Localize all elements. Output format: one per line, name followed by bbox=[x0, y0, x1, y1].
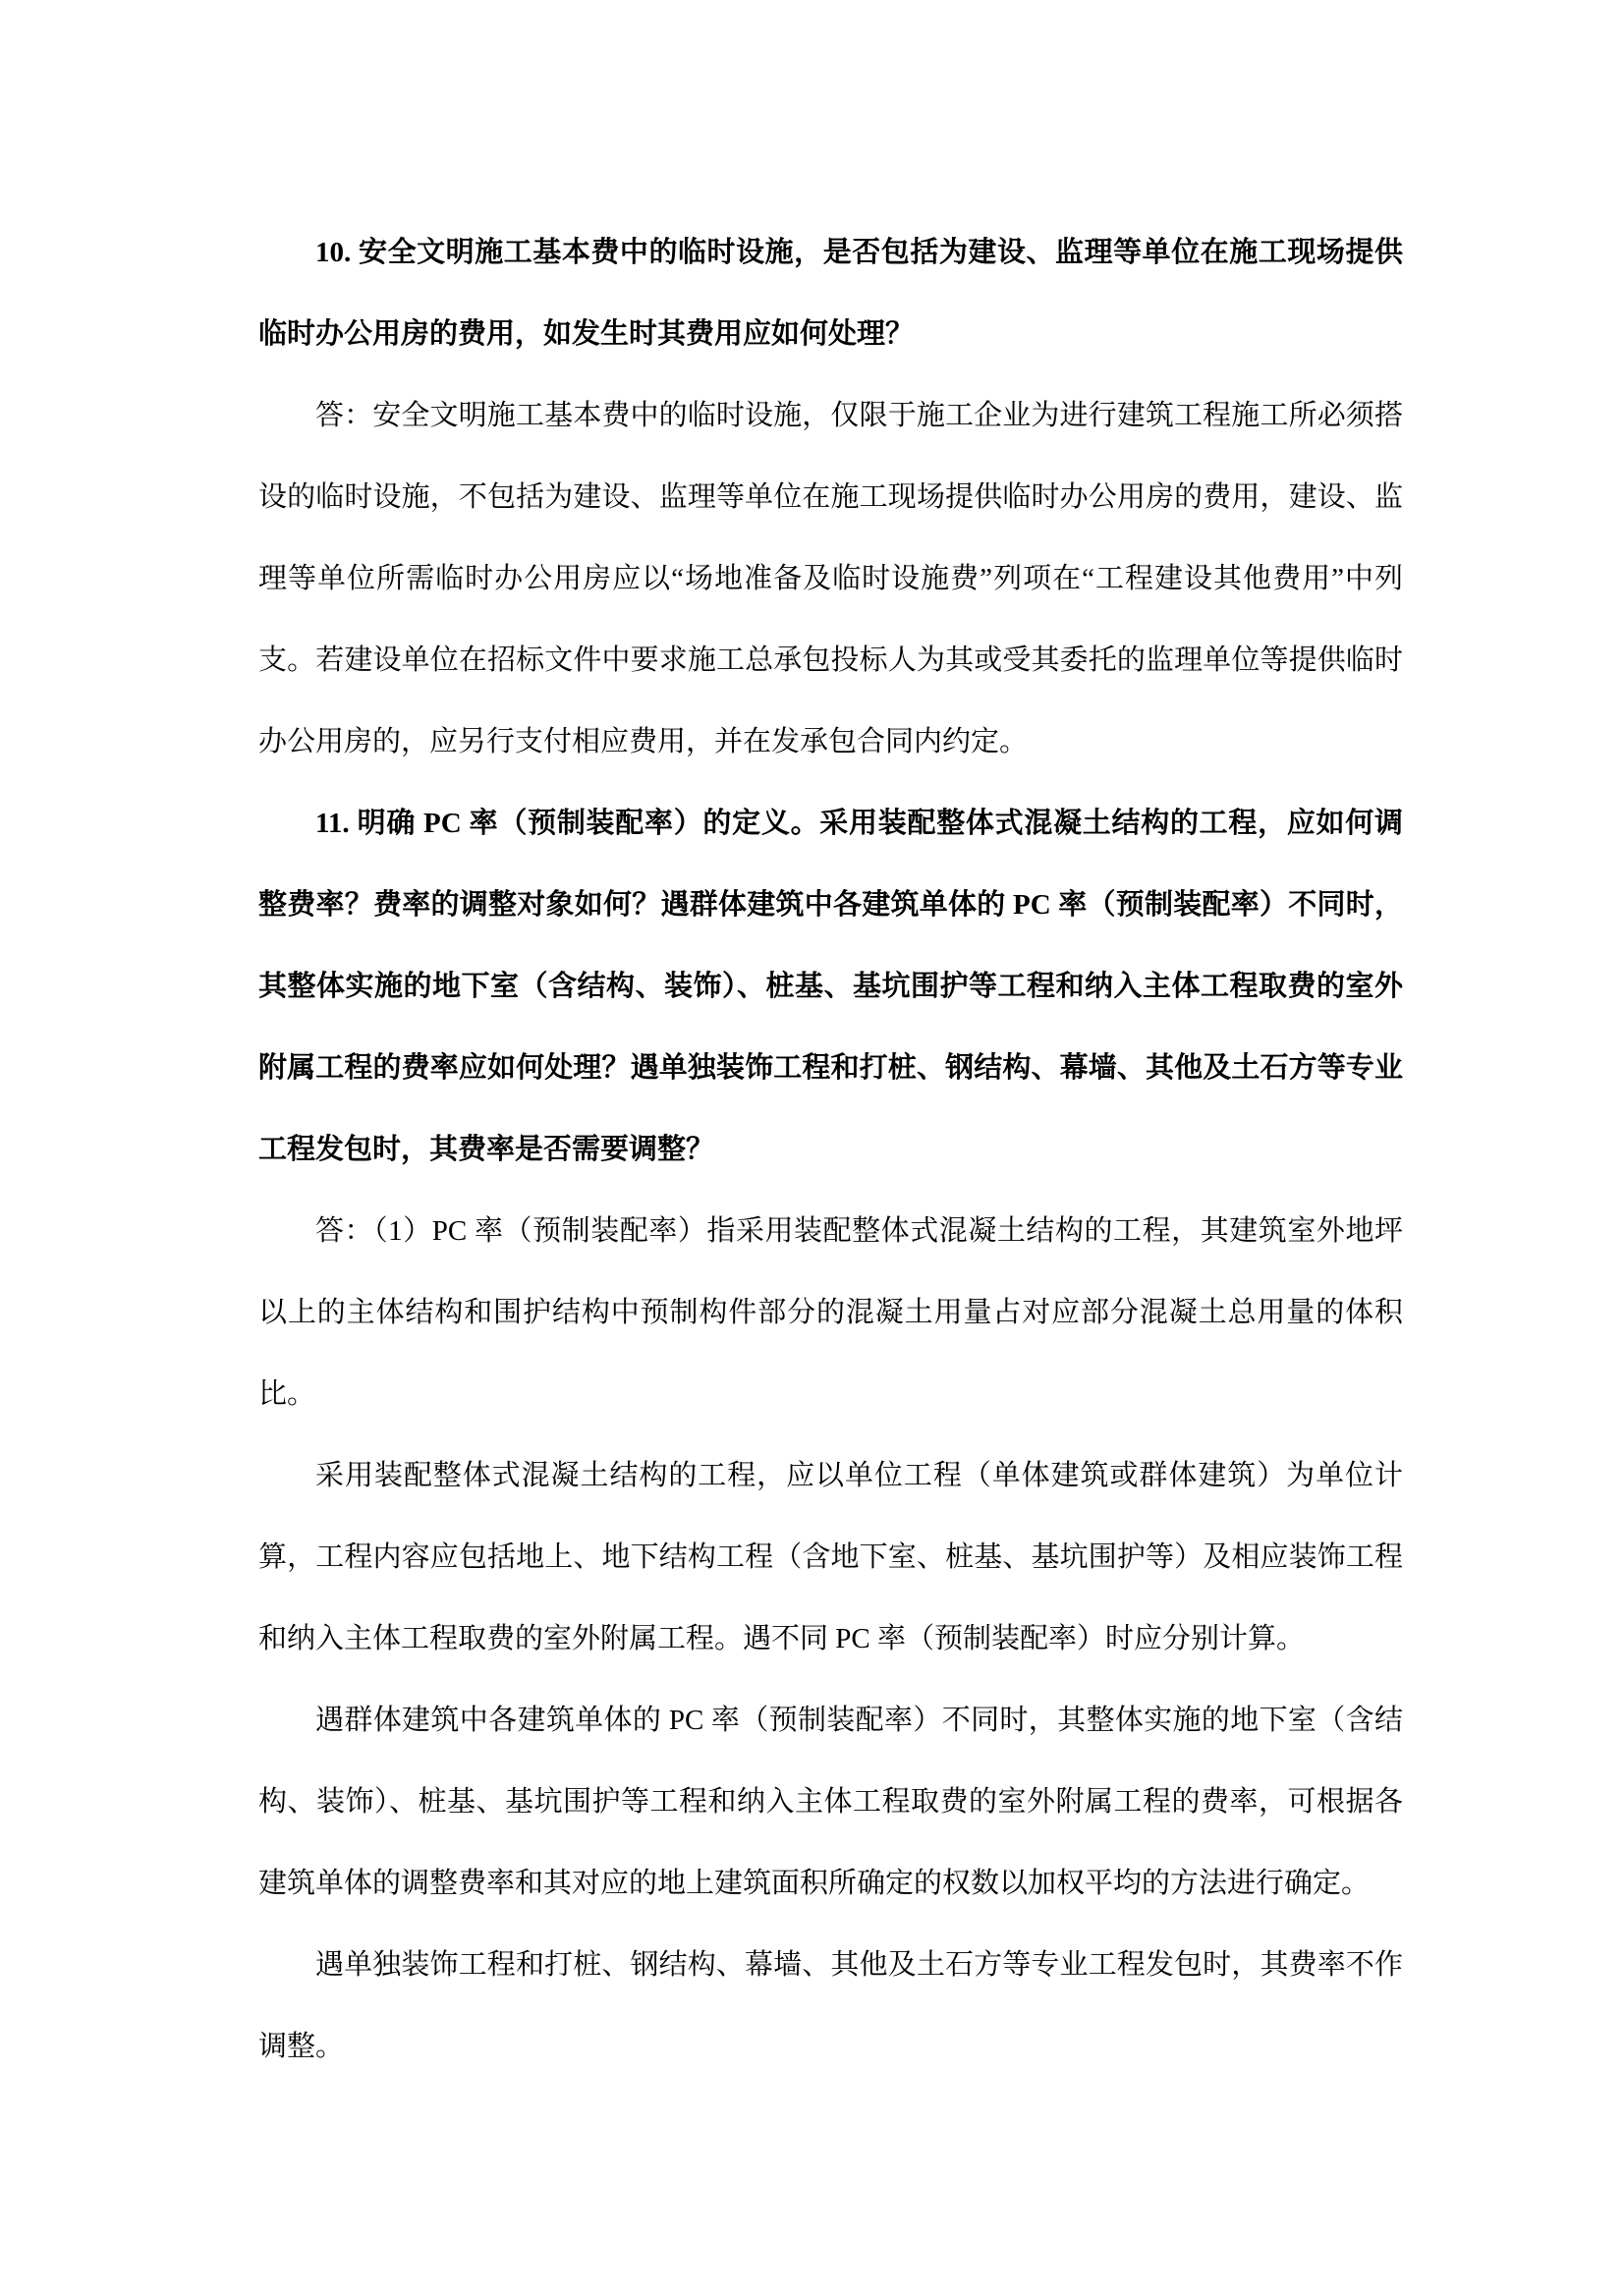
paragraph-question-10: 10. 安全文明施工基本费中的临时设施，是否包括为建设、监理等单位在施工现场提供临时办公用房的费用，如发生时其费用应如何处理？ bbox=[258, 237, 1403, 350]
paragraph-answer-11-part-3: 遇群体建筑中各建筑单体的 PC 率（预制装配率）不同时，其整体实施的地下室（含结构、装饰）、桩基、基坑围护等工程和纳入主体工程取费的室外附属工程的费率，可根据各建筑单体的调整费率和其对应的地上建筑面积所确定的权数以加权平均的方法进行确定。 bbox=[258, 1705, 1403, 1899]
paragraph-answer-10: 答：安全文明施工基本费中的临时设施，仅限于施工企业为进行建筑工程施工所必须搭设的临时设施，不包括为建设、监理等单位在施工现场提供临时办公用房的费用，建设、监理等单位所需临时办公用房应以“场地准备及临时设施费”列项在“工程建设其他费用”中列支。若建设单位在招标文件中要求施工总承包投标人为其或受其委托的监理单位等提供临时办公用房的，应另行支付相应费用，并在发承包合同内约定。 bbox=[258, 400, 1403, 757]
paragraph-answer-11-part-1: 答：（1）PC 率（预制装配率）指采用装配整体式混凝土结构的工程，其建筑室外地坪以上的主体结构和围护结构中预制构件部分的混凝土用量占对应部分混凝土总用量的体积比。 bbox=[258, 1215, 1403, 1410]
paragraph-question-11: 11. 明确 PC 率（预制装配率）的定义。采用装配整体式混凝土结构的工程，应如何调整费率？费率的调整对象如何？遇群体建筑中各建筑单体的 PC 率（预制装配率）不同时，其整体实施的地下室（含结构、装饰）、桩基、基坑围护等工程和纳入主体工程取费的室外附属工程的费率应如何处理？遇单独装饰工程和打桩、钢结构、幕墙、其他及土石方等专业工程发包时，其费率是否需要调整？ bbox=[258, 808, 1403, 1165]
paragraph-answer-11-part-4: 遇单独装饰工程和打桩、钢结构、幕墙、其他及土石方等专业工程发包时，其费率不作调整。 bbox=[258, 1949, 1403, 2062]
paragraph-answer-11-part-2: 采用装配整体式混凝土结构的工程，应以单位工程（单体建筑或群体建筑）为单位计算，工程内容应包括地上、地下结构工程（含地下室、桩基、基坑围护等）及相应装饰工程和纳入主体工程取费的室外附属工程。遇不同 PC 率（预制装配率）时应分别计算。 bbox=[258, 1460, 1403, 1654]
document-content bbox=[258, 212, 1403, 2088]
